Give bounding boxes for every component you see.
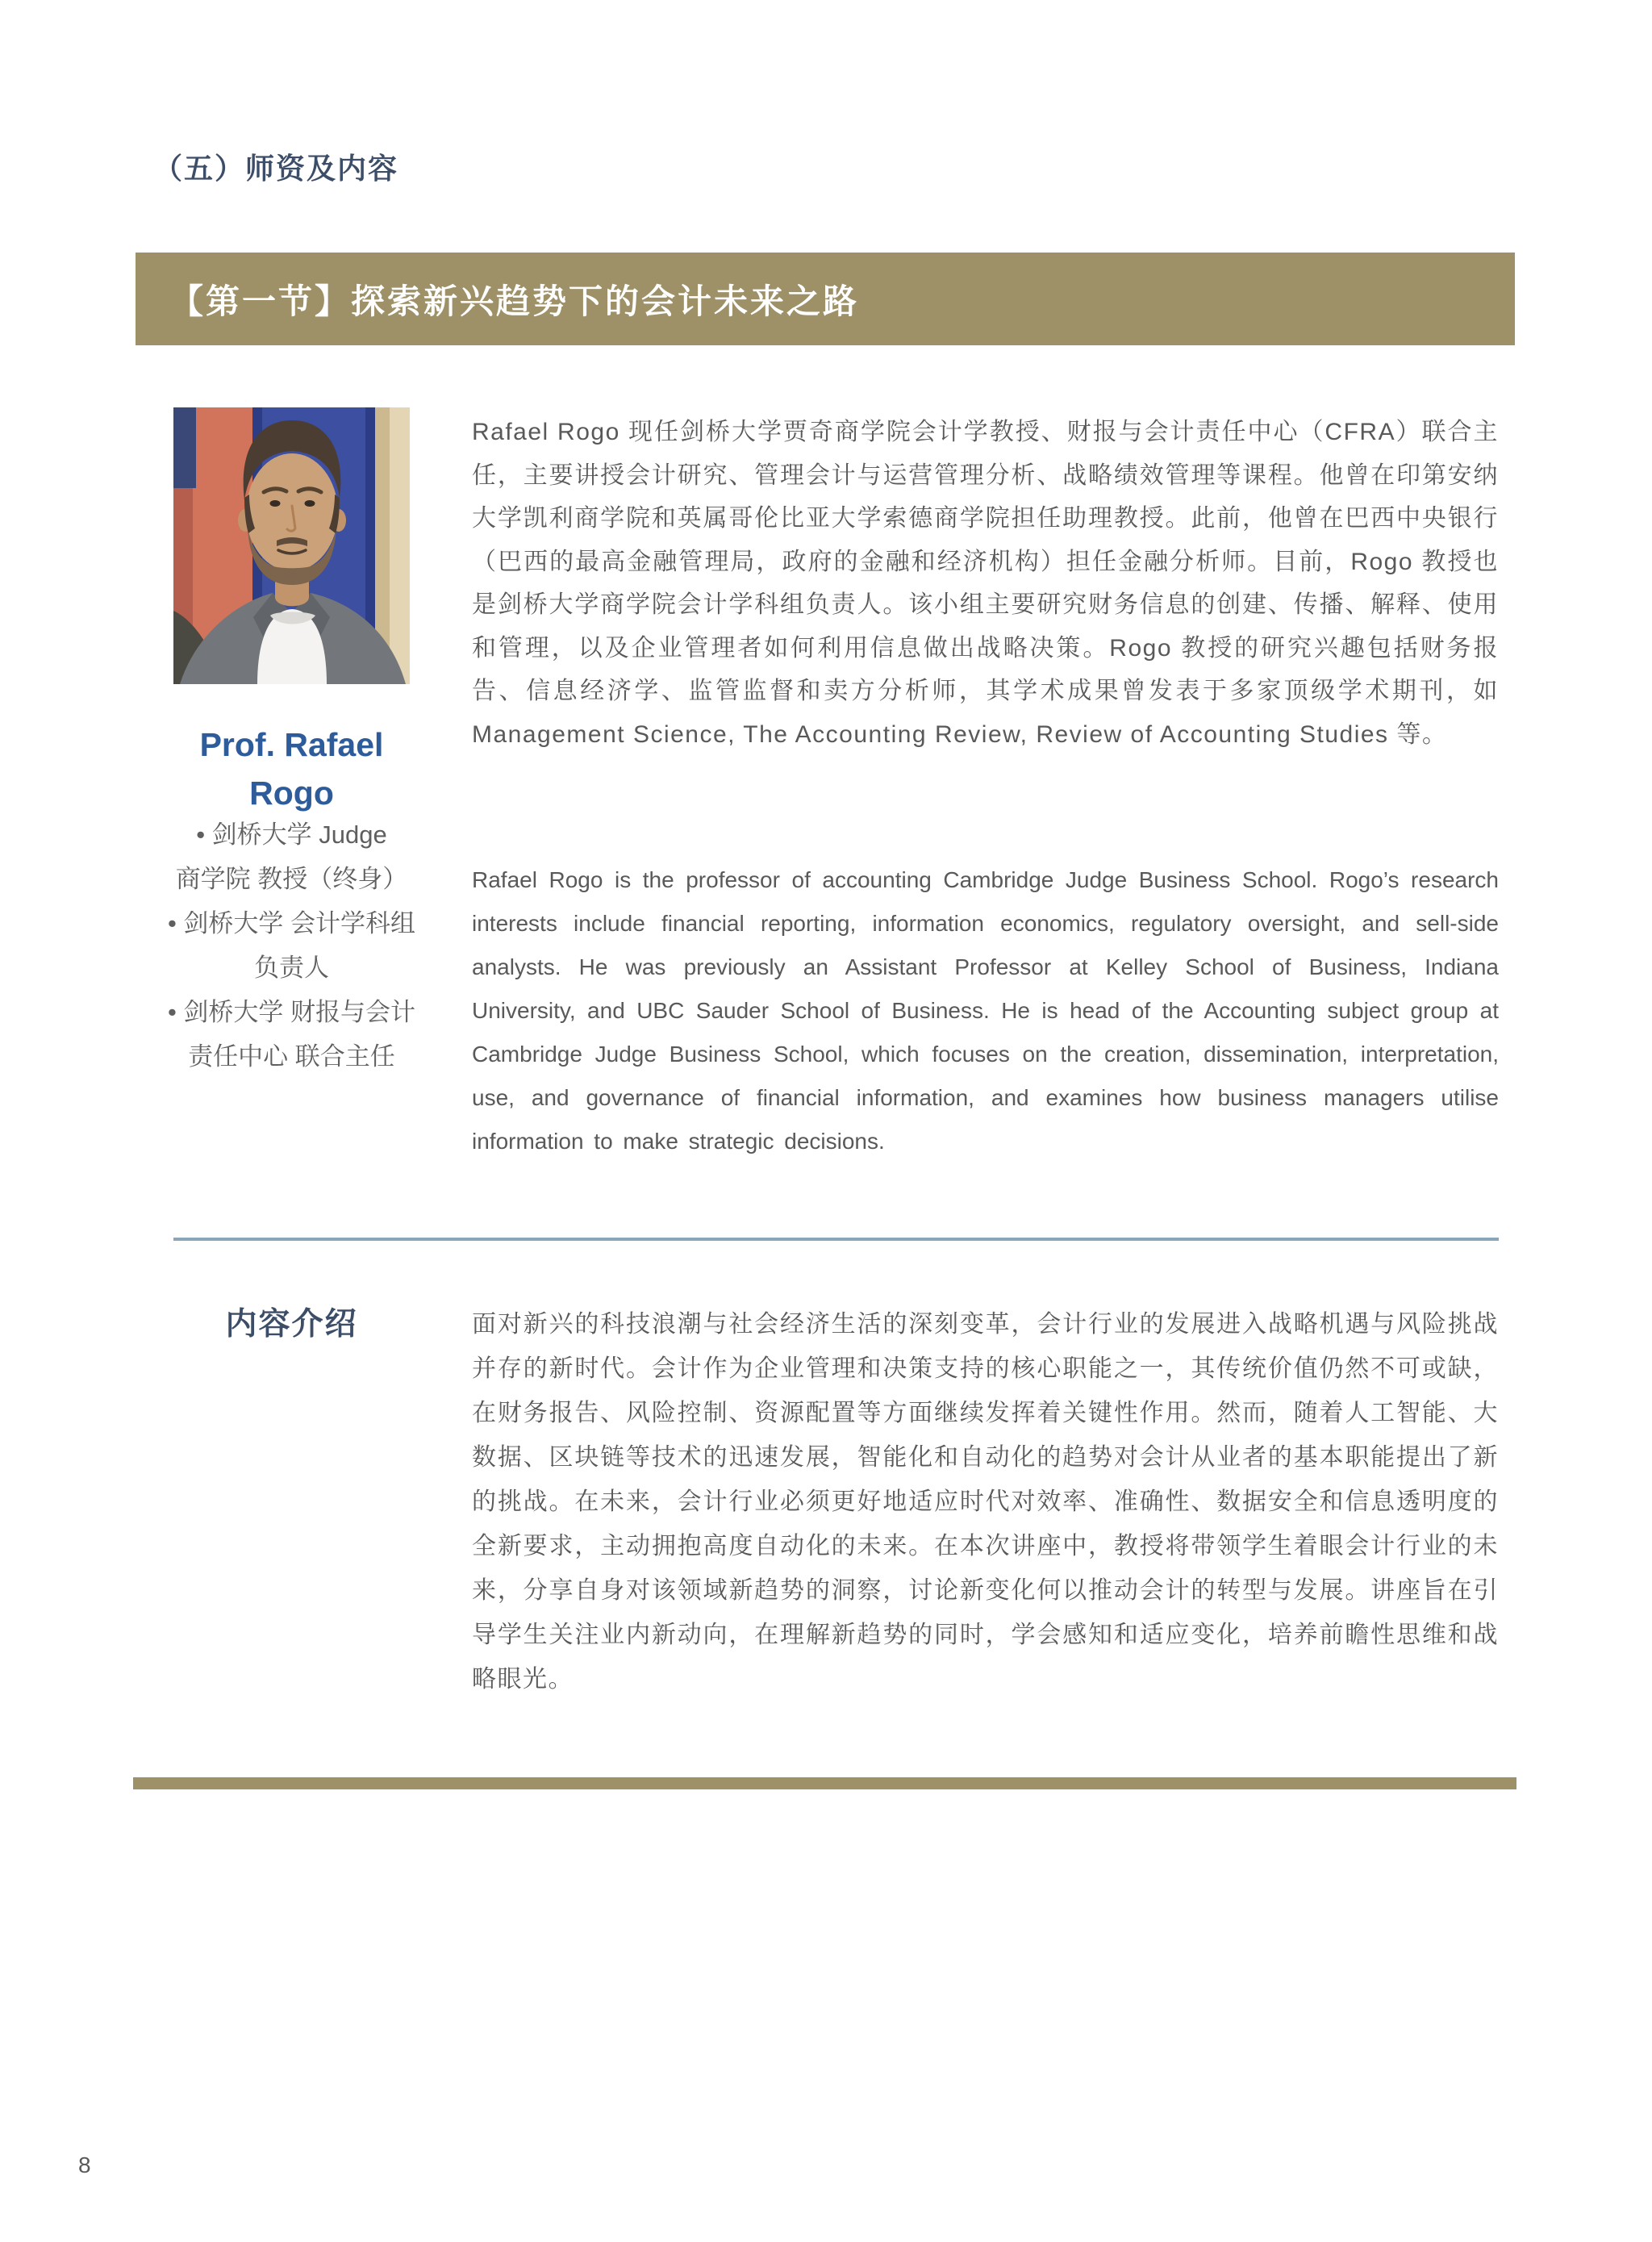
section-heading: （五）师资及内容 — [153, 152, 399, 185]
credential-line: • 剑桥大学 财报与会计 — [167, 998, 416, 1026]
lecture-banner-title: 【第一节】探索新兴趋势下的会计未来之路 — [169, 282, 860, 320]
professor-photo — [173, 407, 410, 684]
credential-line: • 剑桥大学 会计学科组 — [167, 909, 416, 937]
credential-line: • 剑桥大学 Judge — [196, 820, 387, 849]
credential-line: 负责人 — [254, 954, 329, 982]
bottom-gold-bar — [133, 1777, 1516, 1789]
professor-name-line1: Prof. Rafael — [199, 726, 384, 763]
content-intro-body: 面对新兴的科技浪潮与社会经济生活的深刻变革，会计行业的发展进入战略机遇与风险挑战并存的新时代。会计作为企业管理和决策支持的核心职能之一，其传统价值仍然不可或缺，在财务报告、风险控制、资源配置等方面继续发挥着关键性作用。然而，随着人工智能、大数据、区块链等技术的迅速发展，智能化和自动化的趋势对会计从业者的基本职能提出了新的挑战。在未来，会计行业必须更好地适应时代对效率、准确性、数据安全和信息透明度的全新要求，主动拥抱高度自动化的未来。在本次讲座中，教授将带领学生着眼会计行业的未来，分享自身对该领域新趋势的洞察，讨论新变化何以推动会计的转型与发展。讲座旨在引导学生关注业内新动向，在理解新趋势的同时，学会感知和适应变化，培养前瞻性思维和战略眼光。 — [472, 1311, 1499, 1693]
professor-name-line2: Rogo — [249, 774, 334, 812]
professor-name — [133, 720, 450, 817]
content-intro-heading: 内容介绍 — [225, 1307, 358, 1342]
professor-bio-chinese: Rafael Rogo 现任剑桥大学贾奇商学院会计学教授、财报与会计责任中心（CFRA）联合主任，主要讲授会计研究、管理会计与运营管理分析、战略绩效管理等课程。他曾在印第安纳大学凯利商学院和英属哥伦比亚大学索德商学院担任助理教授。此前，他曾在巴西中央银行（巴西的最高金融管理局，政府的金融和经济机构）担任金融分析师。目前，Rogo 教授也是剑桥大学商学院会计学科组负责人。该小组主要研究财务信息的创建、传播、解释、使用和管理，以及企业管理者如何利用信息做出战略决策。Rogo 教授的研究兴趣包括财务报告、信息经济学、监管监督和卖方分析师，其学术成果曾发表于多家顶级学术期刊，如 Management Science, The Accounting Review, Review of Accounting Studies 等。 — [472, 419, 1499, 748]
professor-bio-english: Rafael Rogo is the professor of accounting Cambridge Judge Business School. Rogo’s research interests include financial reporting, information economics, regulatory oversight, and sell-side analysts. He was previously an Assistant Professor at Kelley School of Business, Indiana University, and UBC Sauder School of Business. He is head of the Accounting subject group at Cambridge Judge Business School, which focuses on the creation, dissemination, interpretation, use, and governance of financial information, and examines how business managers utilise information to make strategic decisions. — [472, 867, 1499, 1154]
credential-line: 责任中心 联合主任 — [188, 1042, 395, 1071]
page-number: 8 — [78, 2152, 91, 2177]
lecture-banner — [136, 253, 1515, 345]
section-divider — [173, 1238, 1499, 1241]
credential-line: 商学院 教授（终身） — [175, 865, 408, 893]
portrait-illustration — [173, 407, 410, 684]
professor-credentials — [121, 812, 462, 1079]
